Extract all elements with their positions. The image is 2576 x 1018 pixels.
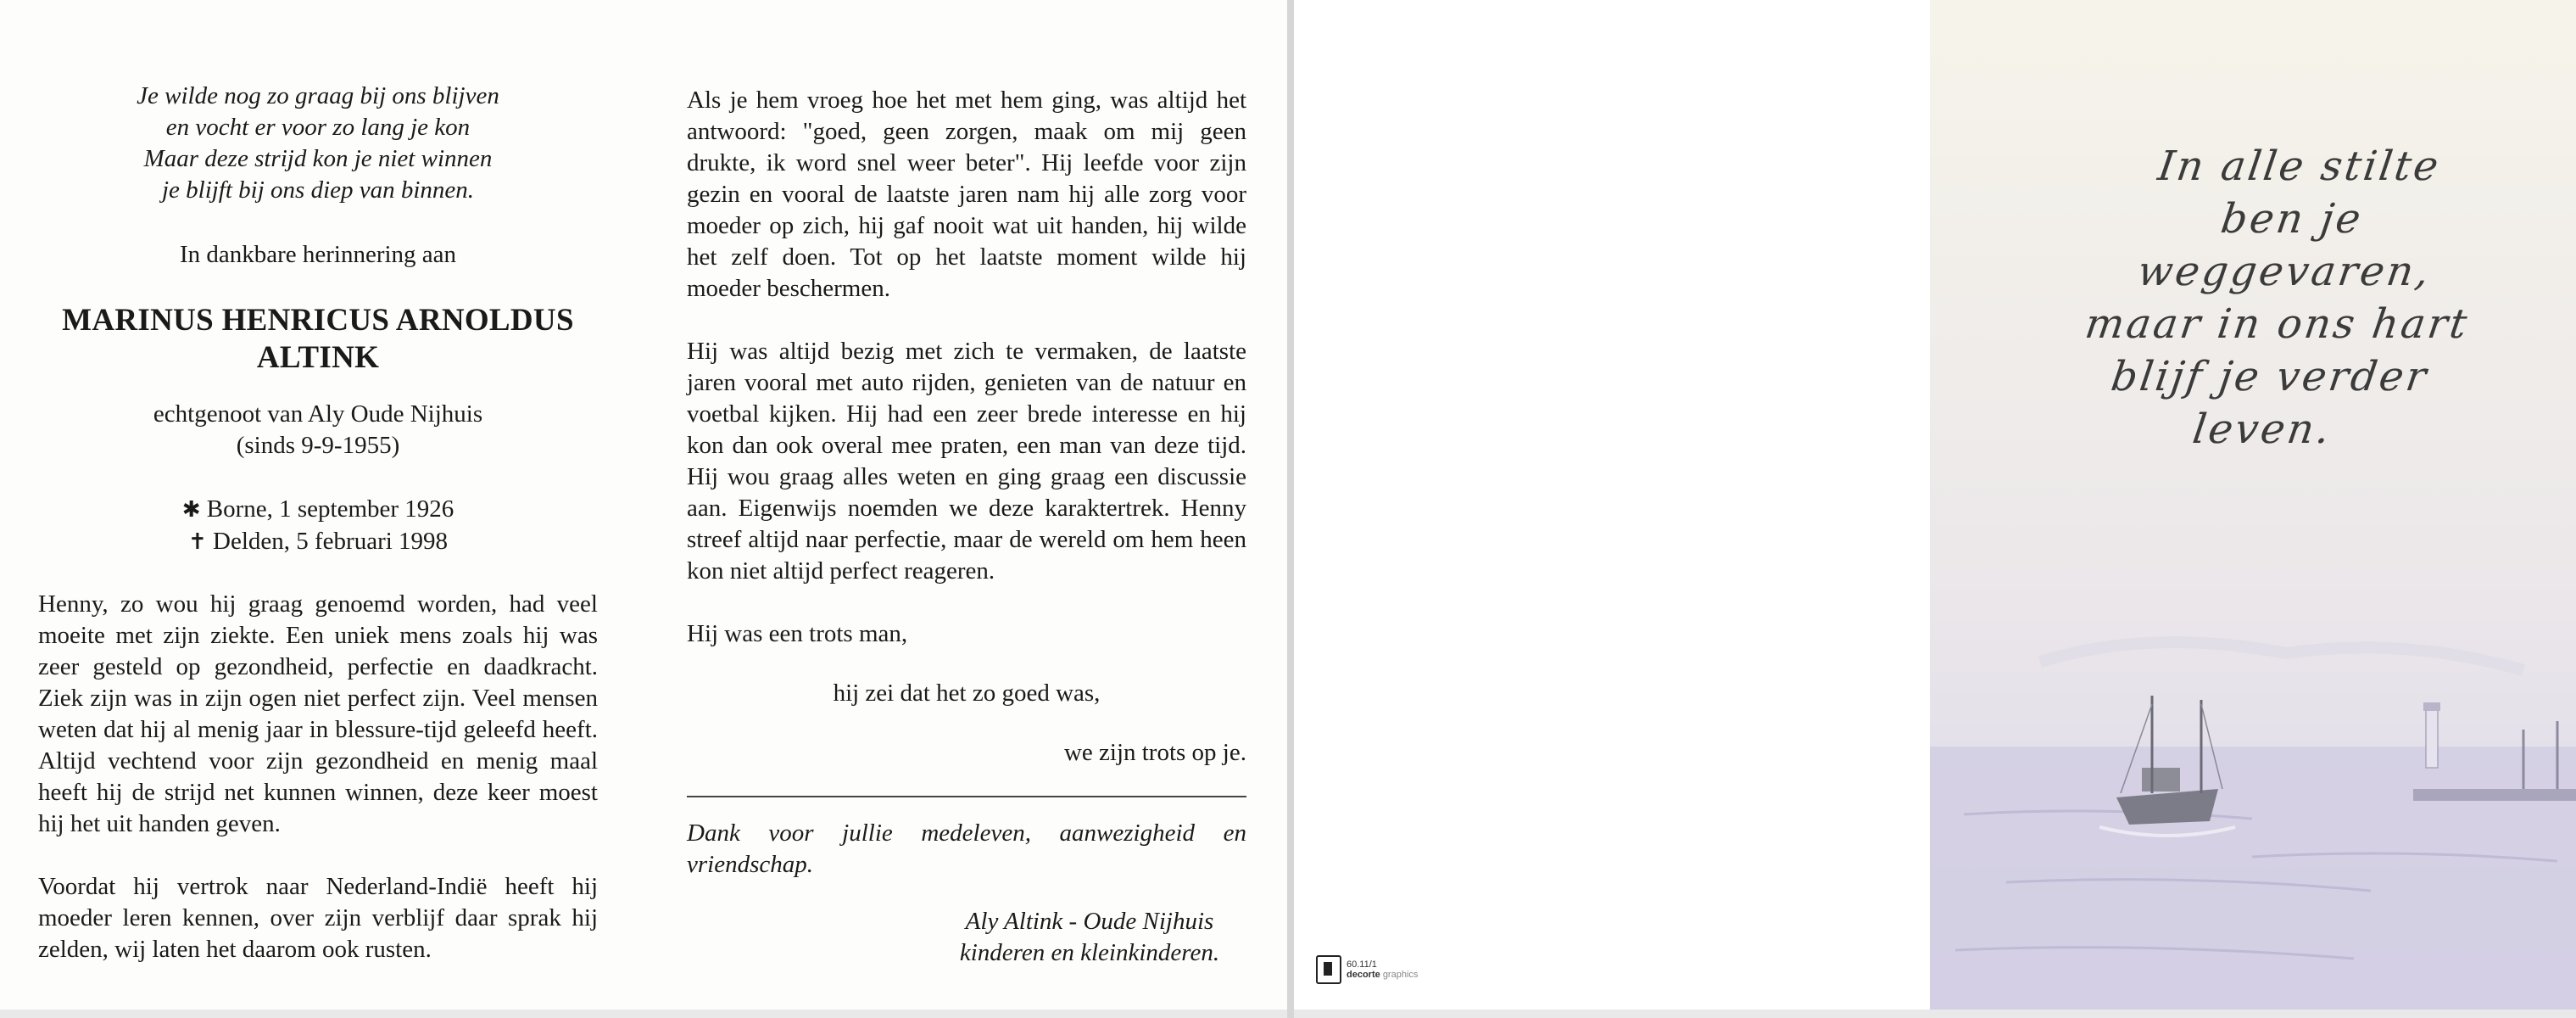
spouse-line: echtgenoot van Aly Oude Nijhuis bbox=[153, 400, 483, 428]
signature bbox=[687, 906, 1246, 969]
poem-line: Maar deze strijd kon je niet winnen bbox=[143, 145, 493, 172]
poem-line: en vocht er voor zo lang je kon bbox=[165, 114, 471, 141]
paragraph-hobbies: Hij was altijd bezig met zich te vermaken, de laatste jaren vooral met auto rijden, genieten van de natuur en voetbal kijken. Hij had een zeer brede interesse en hij kon dan ook overal mee praten, een man van deze tijd. Hij wou graag alles weten en ging graag een discussie aan. Eigenwijs noemden we deze karaktertrek. Henny streef altijd naar perfectie, maar de wereld om hem heen kon niet altijd perfect reageren. bbox=[687, 338, 1246, 585]
verse-line: ben je weggevaren, bbox=[2134, 195, 2435, 295]
verse bbox=[2055, 140, 2506, 456]
logo-code: 60.11/1 bbox=[1347, 959, 1377, 970]
verse-line: In alle stilte bbox=[2155, 143, 2444, 190]
signature-line-1: Aly Altink - Oude Nijhuis bbox=[965, 908, 1214, 935]
deceased-name bbox=[38, 302, 598, 377]
fold bbox=[1287, 0, 1294, 1018]
paragraph-indie: Voordat hij vertrok naar Nederland-Indië heeft hij moeder leren kennen, over zijn verblijf daar sprak hij zelden, wij laten het daarom ook rusten. bbox=[38, 873, 598, 963]
in-memory-line: In dankbare herinnering aan bbox=[179, 241, 457, 268]
right-column bbox=[687, 0, 1246, 969]
verse-line: blijf je verder leven. bbox=[2108, 353, 2432, 453]
publisher-logo-icon bbox=[1316, 955, 1341, 984]
logo-brand: decorte bbox=[1347, 970, 1380, 980]
signature-line-2: kinderen en kleinkinderen. bbox=[959, 939, 1220, 966]
poem-line: je blijft bij ons diep van binnen. bbox=[161, 176, 475, 204]
logo-suffix: graphics bbox=[1382, 970, 1419, 980]
proud-line-1: Hij was een trots man, bbox=[687, 620, 908, 647]
death-cross-icon: ✝ bbox=[187, 529, 207, 555]
birth-line bbox=[38, 494, 598, 526]
poem-line: Je wilde nog zo graag bij ons blijven bbox=[137, 82, 499, 109]
publisher-logo bbox=[1316, 955, 1418, 984]
left-page bbox=[0, 0, 1287, 1010]
divider bbox=[687, 796, 1246, 797]
paragraph-illness: Henny, zo wou hij graag genoemd worden, had veel moeite met zijn ziekte. Een uniek mens zoals hij was zeer gesteld op gezondheid, perfectie en daadkracht. Ziek zijn was in zijn ogen niet perfect zijn. Veel mensen weten dat hij al menig jaar in blessure-tijd geleefd heeft. Altijd vechtend voor zijn gezondheid en menig maal heeft hij de strijd net kunnen winnen, deze keer moest hij het uit handen geven. bbox=[38, 590, 598, 837]
thanks-text: Dank voor jullie medeleven, aanwezigheid en vriendschap. bbox=[687, 819, 1246, 878]
proud-line-3: we zijn trots op je. bbox=[1063, 739, 1246, 766]
name-line-1: MARINUS HENRICUS ARNOLDUS bbox=[62, 303, 574, 338]
proud-line-2: hij zei dat het zo goed was, bbox=[833, 680, 1101, 707]
lighthouse-icon bbox=[2423, 702, 2440, 768]
name-line-2: ALTINK bbox=[256, 340, 380, 375]
verse-line: maar in ons hart bbox=[2082, 300, 2473, 348]
married-since: (sinds 9-9-1955) bbox=[236, 432, 400, 459]
death-text: Delden, 5 februari 1998 bbox=[213, 528, 449, 555]
birth-text: Borne, 1 september 1926 bbox=[206, 495, 454, 523]
paragraph-answer: Als je hem vroeg hoe het met hem ging, was altijd het antwoord: "goed, geen zorgen, maak om mij geen drukte, ik word snel weer beter". Hij leefde voor zijn gezin en vooral de laatste jaren nam hij alle zorg voor moeder op zich, hij gaf nooit wat uit handen, hij wilde het zelf doen. Tot op het laatste moment wilde hij moeder beschermen. bbox=[687, 87, 1246, 302]
death-line bbox=[38, 526, 598, 558]
birth-star-icon: ✱ bbox=[181, 497, 201, 523]
poem bbox=[38, 81, 598, 206]
sea bbox=[1930, 747, 2576, 1010]
left-column bbox=[38, 0, 598, 997]
